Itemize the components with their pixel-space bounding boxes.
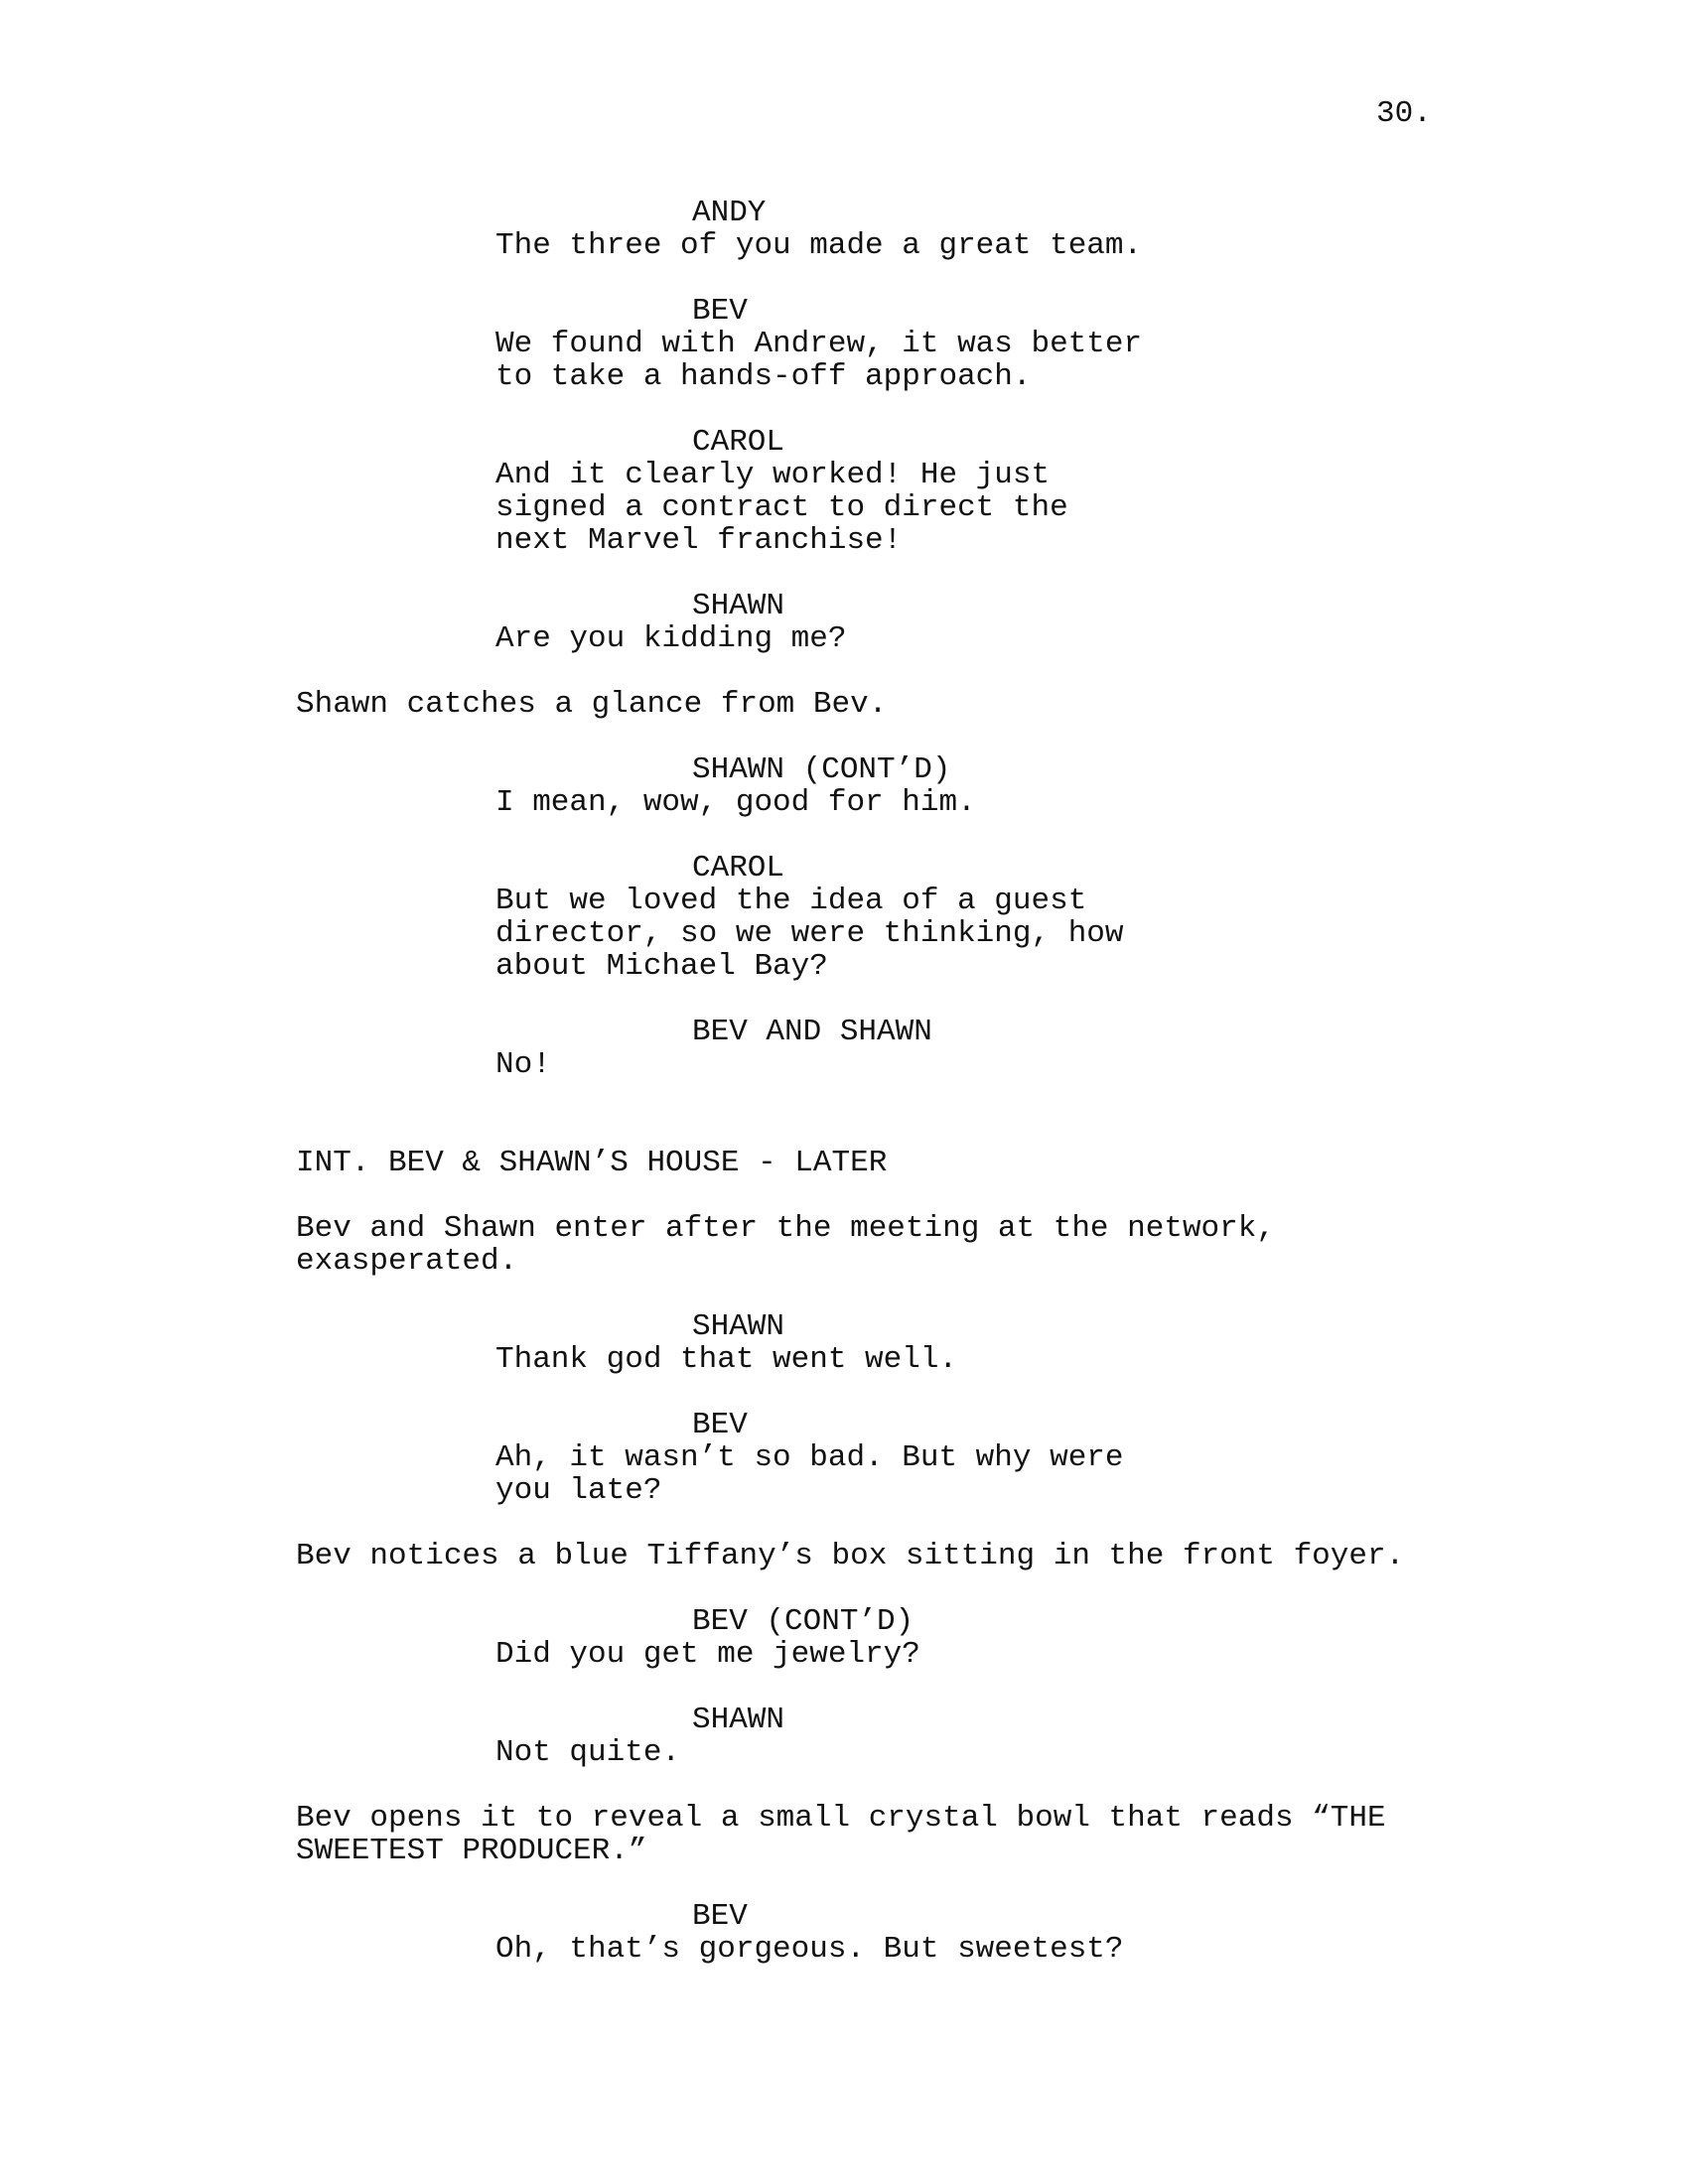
- character-name: BEV: [692, 1899, 748, 1934]
- dialogue-line: next Marvel franchise!: [495, 523, 903, 558]
- dialogue-line: Are you kidding me?: [495, 621, 847, 656]
- character-name: SHAWN: [692, 589, 785, 623]
- dialogue-line: The three of you made a great team.: [495, 228, 1143, 263]
- dialogue-line: No!: [495, 1047, 551, 1082]
- dialogue-line: director, so we were thinking, how: [495, 916, 1124, 951]
- dialogue-line: signed a contract to direct the: [495, 490, 1068, 525]
- page-number: 30.: [1376, 96, 1432, 131]
- character-name: ANDY: [692, 196, 767, 230]
- action-line: exasperated.: [296, 1244, 518, 1279]
- action-line: SWEETEST PRODUCER.”: [296, 1834, 647, 1868]
- dialogue-line: you late?: [495, 1473, 662, 1508]
- character-name: SHAWN: [692, 1703, 785, 1737]
- character-name: BEV: [692, 294, 748, 329]
- dialogue-line: to take a hands-off approach.: [495, 359, 1032, 394]
- dialogue-line: Ah, it wasn’t so bad. But why were: [495, 1440, 1124, 1475]
- dialogue-line: about Michael Bay?: [495, 949, 828, 984]
- character-name: BEV (CONT’D): [692, 1604, 914, 1639]
- character-name: SHAWN: [692, 1309, 785, 1344]
- character-name: BEV: [692, 1408, 748, 1442]
- dialogue-line: And it clearly worked! He just: [495, 458, 1051, 492]
- character-name: CAROL: [692, 851, 785, 886]
- character-name: CAROL: [692, 425, 785, 460]
- action-line: Shawn catches a glance from Bev.: [296, 687, 888, 722]
- dialogue-line: Thank god that went well.: [495, 1342, 958, 1377]
- character-name: BEV AND SHAWN: [692, 1015, 932, 1049]
- action-line: Bev and Shawn enter after the meeting at the network,: [296, 1211, 1275, 1246]
- dialogue-line: Oh, that’s gorgeous. But sweetest?: [495, 1932, 1124, 1967]
- character-name: SHAWN (CONT’D): [692, 752, 951, 787]
- action-line: Bev notices a blue Tiffany’s box sitting in the front foyer.: [296, 1539, 1405, 1573]
- dialogue-line: Not quite.: [495, 1735, 681, 1770]
- action-line: Bev opens it to reveal a small crystal bowl that reads “THE: [296, 1801, 1386, 1836]
- dialogue-line: But we loved the idea of a guest: [495, 884, 1087, 918]
- scene-heading: INT. BEV & SHAWN’S HOUSE - LATER: [296, 1146, 888, 1180]
- dialogue-line: Did you get me jewelry?: [495, 1637, 920, 1672]
- dialogue-line: I mean, wow, good for him.: [495, 785, 976, 820]
- dialogue-line: We found with Andrew, it was better: [495, 327, 1143, 361]
